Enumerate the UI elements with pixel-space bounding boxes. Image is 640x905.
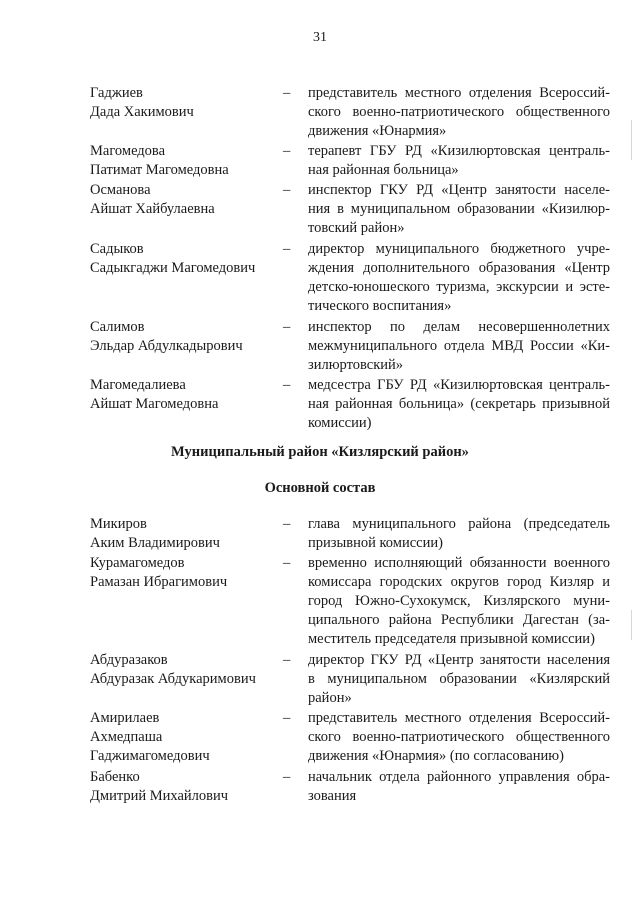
scan-edge-mark xyxy=(631,120,632,160)
member-name-line: Абдуразаков xyxy=(90,652,168,668)
member-name-line: Аким Владимирович xyxy=(90,535,220,551)
member-role-line: представитель местного отделения Всероссий- xyxy=(308,85,610,101)
member-name-line: Магомедова xyxy=(90,143,166,159)
member-role-line: директор ГКУ РД «Центр занятости населения xyxy=(308,652,610,668)
member-name xyxy=(90,240,280,278)
entry-dash: – xyxy=(283,555,291,571)
member-name-line: Микиров xyxy=(90,516,147,532)
member-role xyxy=(308,515,610,553)
member-role xyxy=(308,376,610,433)
member-role-line: ципального района Республики Дагестан (за- xyxy=(308,612,610,628)
member-role xyxy=(308,768,610,806)
member-role xyxy=(308,709,610,766)
member-name-line: Айшат Магомедовна xyxy=(90,396,219,412)
member-role xyxy=(308,142,610,180)
member-role-line: ждения дополнительного образования «Центр xyxy=(308,260,610,276)
member-name xyxy=(90,515,280,553)
member-name xyxy=(90,376,280,414)
entry-dash: – xyxy=(283,85,291,101)
member-role-line: комиссара городских округов город Кизляр и xyxy=(308,574,610,590)
entry-dash: – xyxy=(283,241,291,257)
member-role-line: зования xyxy=(308,788,357,804)
member-role-line: товский район» xyxy=(308,220,405,236)
entry-dash: – xyxy=(283,319,291,335)
member-role-line: зилюртовский» xyxy=(308,357,404,373)
entry-dash: – xyxy=(283,182,291,198)
member-name-line: Садыкгаджи Магомедович xyxy=(90,260,256,276)
entry-dash: – xyxy=(283,652,291,668)
member-role-line: инспектор ГКУ РД «Центр занятости населе- xyxy=(308,182,610,198)
member-name-line: Курамагомедов xyxy=(90,555,185,571)
member-role-line: комиссии) xyxy=(308,415,372,431)
member-role-line: временно исполняющий обязанности военного xyxy=(308,555,610,571)
member-role-line: город Южно-Сухокумск, Кизлярского муни- xyxy=(308,593,610,609)
member-role-line: начальник отдела районного управления обра- xyxy=(308,769,610,785)
member-role-line: движения «Юнармия» xyxy=(308,123,447,139)
member-name xyxy=(90,554,280,592)
member-name-line: Амирилаев xyxy=(90,710,160,726)
member-role-line: ная районная больница» (секретарь призывной xyxy=(308,396,610,412)
member-name-line: Магомедалиева xyxy=(90,377,186,393)
member-role-line: представитель местного отделения Всероссий- xyxy=(308,710,610,726)
district-heading: Муниципальный район «Кизлярский район» xyxy=(171,444,469,460)
member-role-line: призывной комиссии) xyxy=(308,535,443,551)
member-name-line: Османова xyxy=(90,182,151,198)
member-role-line: медсестра ГБУ РД «Кизилюртовская централь- xyxy=(308,377,610,393)
member-name-line: Ахмедпаша xyxy=(90,729,163,745)
member-name xyxy=(90,768,280,806)
member-name-line: Патимат Магомедовна xyxy=(90,162,229,178)
section-heading: Основной состав xyxy=(264,480,376,496)
member-role xyxy=(308,181,610,238)
member-role xyxy=(308,240,610,316)
member-name-line: Айшат Хайбулаевна xyxy=(90,201,215,217)
member-role-line: движения «Юнармия» (по согласованию) xyxy=(308,748,564,764)
member-role xyxy=(308,84,610,141)
member-role-line: инспектор по делам несовершеннолетних xyxy=(308,319,610,335)
member-name xyxy=(90,181,280,219)
member-name xyxy=(90,709,280,766)
member-name-line: Дада Хакимович xyxy=(90,104,194,120)
member-role-line: ная районная больница» xyxy=(308,162,459,178)
member-role-line: тического воспитания» xyxy=(308,298,452,314)
member-role-line: директор муниципального бюджетного учре- xyxy=(308,241,610,257)
member-role-line: детско-юношеского туризма, экскурсии и эсте- xyxy=(308,279,610,295)
member-role xyxy=(308,318,610,375)
member-name xyxy=(90,318,280,356)
member-name-line: Салимов xyxy=(90,319,145,335)
page-number: 31 xyxy=(313,30,327,45)
entry-dash: – xyxy=(283,516,291,532)
member-name-line: Рамазан Ибрагимович xyxy=(90,574,228,590)
member-name-line: Бабенко xyxy=(90,769,140,785)
member-role-line: ского военно-патриотического общественного xyxy=(308,729,610,745)
member-name-line: Гаджимагомедович xyxy=(90,748,210,764)
member-role xyxy=(308,554,610,649)
member-role-line: терапевт ГБУ РД «Кизилюртовская централь- xyxy=(308,143,610,159)
member-role-line: меститель председателя призывной комиссии) xyxy=(308,631,595,647)
member-role-line: глава муниципального района (председатель xyxy=(308,516,610,532)
member-role-line: район» xyxy=(308,690,352,706)
entry-dash: – xyxy=(283,769,291,785)
member-role-line: ния в муниципальном образовании «Кизилюр- xyxy=(308,201,610,217)
scan-edge-mark xyxy=(631,610,632,640)
member-role-line: в муниципальном образовании «Кизлярский xyxy=(308,671,610,687)
member-name-line: Дмитрий Михайлович xyxy=(90,788,229,804)
entry-dash: – xyxy=(283,143,291,159)
member-name-line: Садыков xyxy=(90,241,144,257)
entry-dash: – xyxy=(283,377,291,393)
member-name xyxy=(90,142,280,180)
member-name xyxy=(90,651,280,689)
member-name-line: Эльдар Абдулкадырович xyxy=(90,338,243,354)
member-role-line: ского военно-патриотического общественного xyxy=(308,104,610,120)
member-name-line: Абдуразак Абдукаримович xyxy=(90,671,256,687)
member-role-line: межмуниципального отдела МВД России «Ки- xyxy=(308,338,610,354)
member-name-line: Гаджиев xyxy=(90,85,143,101)
member-name xyxy=(90,84,280,122)
member-role xyxy=(308,651,610,708)
entry-dash: – xyxy=(283,710,291,726)
